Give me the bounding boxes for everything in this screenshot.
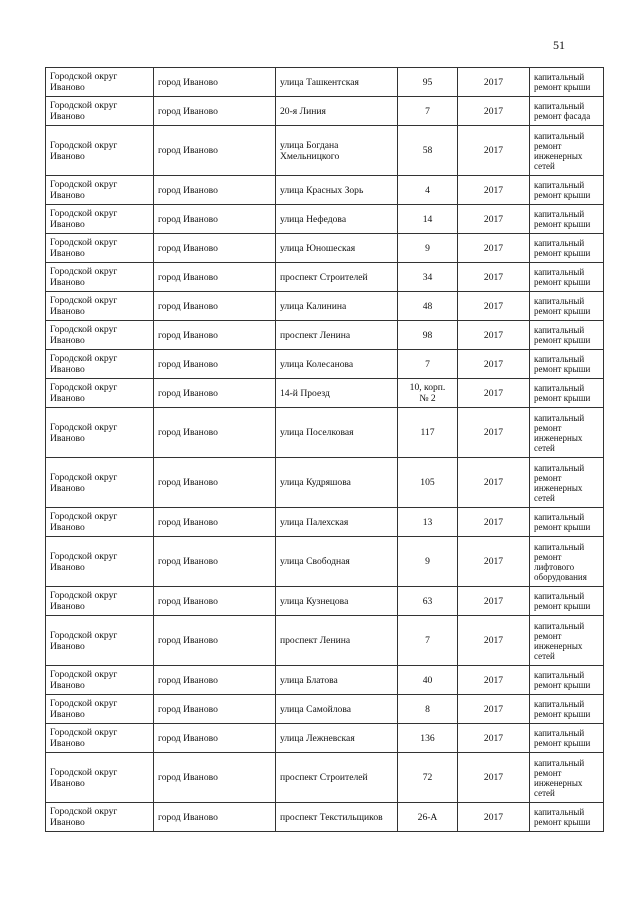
- district-cell: Городской округ Иваново: [46, 205, 154, 234]
- table-row: [46, 666, 604, 695]
- year-cell: 2017: [458, 408, 530, 458]
- table-row: [46, 587, 604, 616]
- table-row: [46, 350, 604, 379]
- city-cell: город Иваново: [154, 508, 276, 537]
- street-cell: проспект Ленина: [276, 321, 398, 350]
- year-cell: 2017: [458, 616, 530, 666]
- work-type-cell: капитальный ремонт крыши: [530, 666, 604, 695]
- district-cell: Городской округ Иваново: [46, 803, 154, 832]
- district-cell: Городской округ Иваново: [46, 587, 154, 616]
- city-cell: город Иваново: [154, 616, 276, 666]
- city-cell: город Иваново: [154, 292, 276, 321]
- work-type-cell: капитальный ремонт фасада: [530, 97, 604, 126]
- work-type-cell: капитальный ремонт инженерных сетей: [530, 458, 604, 508]
- house-number-cell: 117: [398, 408, 458, 458]
- district-cell: Городской округ Иваново: [46, 537, 154, 587]
- table-row: [46, 695, 604, 724]
- year-cell: 2017: [458, 321, 530, 350]
- house-number-cell: 7: [398, 350, 458, 379]
- house-number-cell: 26-А: [398, 803, 458, 832]
- street-cell: улица Нефедова: [276, 205, 398, 234]
- year-cell: 2017: [458, 379, 530, 408]
- work-type-cell: капитальный ремонт крыши: [530, 695, 604, 724]
- table-body: [46, 68, 604, 832]
- table-row: [46, 408, 604, 458]
- house-number-cell: 9: [398, 234, 458, 263]
- street-cell: улица Юношеская: [276, 234, 398, 263]
- district-cell: Городской округ Иваново: [46, 68, 154, 97]
- table-row: [46, 803, 604, 832]
- street-cell: улица Блатова: [276, 666, 398, 695]
- work-type-cell: капитальный ремонт инженерных сетей: [530, 408, 604, 458]
- street-cell: улица Кудряшова: [276, 458, 398, 508]
- district-cell: Городской округ Иваново: [46, 458, 154, 508]
- house-number-cell: 7: [398, 616, 458, 666]
- district-cell: Городской округ Иваново: [46, 695, 154, 724]
- district-cell: Городской округ Иваново: [46, 666, 154, 695]
- house-number-cell: 7: [398, 97, 458, 126]
- table-row: [46, 616, 604, 666]
- street-cell: улица Палехская: [276, 508, 398, 537]
- city-cell: город Иваново: [154, 263, 276, 292]
- year-cell: 2017: [458, 205, 530, 234]
- work-type-cell: капитальный ремонт крыши: [530, 587, 604, 616]
- city-cell: город Иваново: [154, 379, 276, 408]
- house-number-cell: 105: [398, 458, 458, 508]
- city-cell: город Иваново: [154, 176, 276, 205]
- work-type-cell: капитальный ремонт крыши: [530, 379, 604, 408]
- table-row: [46, 176, 604, 205]
- city-cell: город Иваново: [154, 458, 276, 508]
- district-cell: Городской округ Иваново: [46, 126, 154, 176]
- city-cell: город Иваново: [154, 587, 276, 616]
- table-row: [46, 458, 604, 508]
- city-cell: город Иваново: [154, 205, 276, 234]
- work-type-cell: капитальный ремонт крыши: [530, 321, 604, 350]
- house-number-cell: 48: [398, 292, 458, 321]
- work-type-cell: капитальный ремонт крыши: [530, 234, 604, 263]
- house-number-cell: 4: [398, 176, 458, 205]
- district-cell: Городской округ Иваново: [46, 292, 154, 321]
- district-cell: Городской округ Иваново: [46, 616, 154, 666]
- street-cell: проспект Строителей: [276, 753, 398, 803]
- year-cell: 2017: [458, 234, 530, 263]
- city-cell: город Иваново: [154, 350, 276, 379]
- year-cell: 2017: [458, 263, 530, 292]
- table-row: [46, 126, 604, 176]
- house-number-cell: 95: [398, 68, 458, 97]
- year-cell: 2017: [458, 537, 530, 587]
- street-cell: улица Поселковая: [276, 408, 398, 458]
- table-row: [46, 753, 604, 803]
- city-cell: город Иваново: [154, 695, 276, 724]
- year-cell: 2017: [458, 753, 530, 803]
- city-cell: город Иваново: [154, 537, 276, 587]
- repair-schedule-table: [45, 67, 604, 832]
- table-row: [46, 537, 604, 587]
- street-cell: проспект Ленина: [276, 616, 398, 666]
- year-cell: 2017: [458, 126, 530, 176]
- street-cell: улица Кузнецова: [276, 587, 398, 616]
- street-cell: 20-я Линия: [276, 97, 398, 126]
- house-number-cell: 34: [398, 263, 458, 292]
- city-cell: город Иваново: [154, 234, 276, 263]
- table-row: [46, 508, 604, 537]
- city-cell: город Иваново: [154, 97, 276, 126]
- work-type-cell: капитальный ремонт крыши: [530, 724, 604, 753]
- work-type-cell: капитальный ремонт крыши: [530, 263, 604, 292]
- house-number-cell: 8: [398, 695, 458, 724]
- district-cell: Городской округ Иваново: [46, 263, 154, 292]
- city-cell: город Иваново: [154, 321, 276, 350]
- table-row: [46, 379, 604, 408]
- city-cell: город Иваново: [154, 666, 276, 695]
- street-cell: проспект Текстильщиков: [276, 803, 398, 832]
- city-cell: город Иваново: [154, 753, 276, 803]
- year-cell: 2017: [458, 695, 530, 724]
- year-cell: 2017: [458, 176, 530, 205]
- work-type-cell: капитальный ремонт инженерных сетей: [530, 126, 604, 176]
- year-cell: 2017: [458, 350, 530, 379]
- work-type-cell: капитальный ремонт крыши: [530, 350, 604, 379]
- house-number-cell: 72: [398, 753, 458, 803]
- table-row: [46, 234, 604, 263]
- year-cell: 2017: [458, 666, 530, 695]
- district-cell: Городской округ Иваново: [46, 379, 154, 408]
- street-cell: улица Красных Зорь: [276, 176, 398, 205]
- house-number-cell: 10, корп. № 2: [398, 379, 458, 408]
- street-cell: улица Богдана Хмельницкого: [276, 126, 398, 176]
- district-cell: Городской округ Иваново: [46, 97, 154, 126]
- year-cell: 2017: [458, 68, 530, 97]
- street-cell: улица Лежневская: [276, 724, 398, 753]
- page-number: 51: [553, 38, 565, 52]
- year-cell: 2017: [458, 587, 530, 616]
- table-row: [46, 724, 604, 753]
- table-row: [46, 68, 604, 97]
- house-number-cell: 40: [398, 666, 458, 695]
- table-row: [46, 97, 604, 126]
- house-number-cell: 58: [398, 126, 458, 176]
- house-number-cell: 14: [398, 205, 458, 234]
- table-row: [46, 205, 604, 234]
- house-number-cell: 98: [398, 321, 458, 350]
- year-cell: 2017: [458, 292, 530, 321]
- work-type-cell: капитальный ремонт крыши: [530, 803, 604, 832]
- district-cell: Городской округ Иваново: [46, 724, 154, 753]
- year-cell: 2017: [458, 458, 530, 508]
- work-type-cell: капитальный ремонт лифтового оборудования: [530, 537, 604, 587]
- district-cell: Городской округ Иваново: [46, 508, 154, 537]
- city-cell: город Иваново: [154, 803, 276, 832]
- district-cell: Городской округ Иваново: [46, 408, 154, 458]
- table-row: [46, 292, 604, 321]
- year-cell: 2017: [458, 508, 530, 537]
- city-cell: город Иваново: [154, 68, 276, 97]
- street-cell: 14-й Проезд: [276, 379, 398, 408]
- work-type-cell: капитальный ремонт крыши: [530, 68, 604, 97]
- work-type-cell: капитальный ремонт инженерных сетей: [530, 616, 604, 666]
- table-row: [46, 263, 604, 292]
- street-cell: улица Свободная: [276, 537, 398, 587]
- house-number-cell: 13: [398, 508, 458, 537]
- work-type-cell: капитальный ремонт крыши: [530, 176, 604, 205]
- district-cell: Городской округ Иваново: [46, 234, 154, 263]
- house-number-cell: 63: [398, 587, 458, 616]
- street-cell: улица Ташкентская: [276, 68, 398, 97]
- district-cell: Городской округ Иваново: [46, 321, 154, 350]
- work-type-cell: капитальный ремонт крыши: [530, 508, 604, 537]
- house-number-cell: 136: [398, 724, 458, 753]
- district-cell: Городской округ Иваново: [46, 753, 154, 803]
- year-cell: 2017: [458, 724, 530, 753]
- work-type-cell: капитальный ремонт крыши: [530, 205, 604, 234]
- street-cell: улица Колесанова: [276, 350, 398, 379]
- street-cell: проспект Строителей: [276, 263, 398, 292]
- year-cell: 2017: [458, 97, 530, 126]
- city-cell: город Иваново: [154, 408, 276, 458]
- city-cell: город Иваново: [154, 126, 276, 176]
- year-cell: 2017: [458, 803, 530, 832]
- work-type-cell: капитальный ремонт крыши: [530, 292, 604, 321]
- city-cell: город Иваново: [154, 724, 276, 753]
- table-row: [46, 321, 604, 350]
- street-cell: улица Калинина: [276, 292, 398, 321]
- district-cell: Городской округ Иваново: [46, 350, 154, 379]
- work-type-cell: капитальный ремонт инженерных сетей: [530, 753, 604, 803]
- street-cell: улица Самойлова: [276, 695, 398, 724]
- house-number-cell: 9: [398, 537, 458, 587]
- district-cell: Городской округ Иваново: [46, 176, 154, 205]
